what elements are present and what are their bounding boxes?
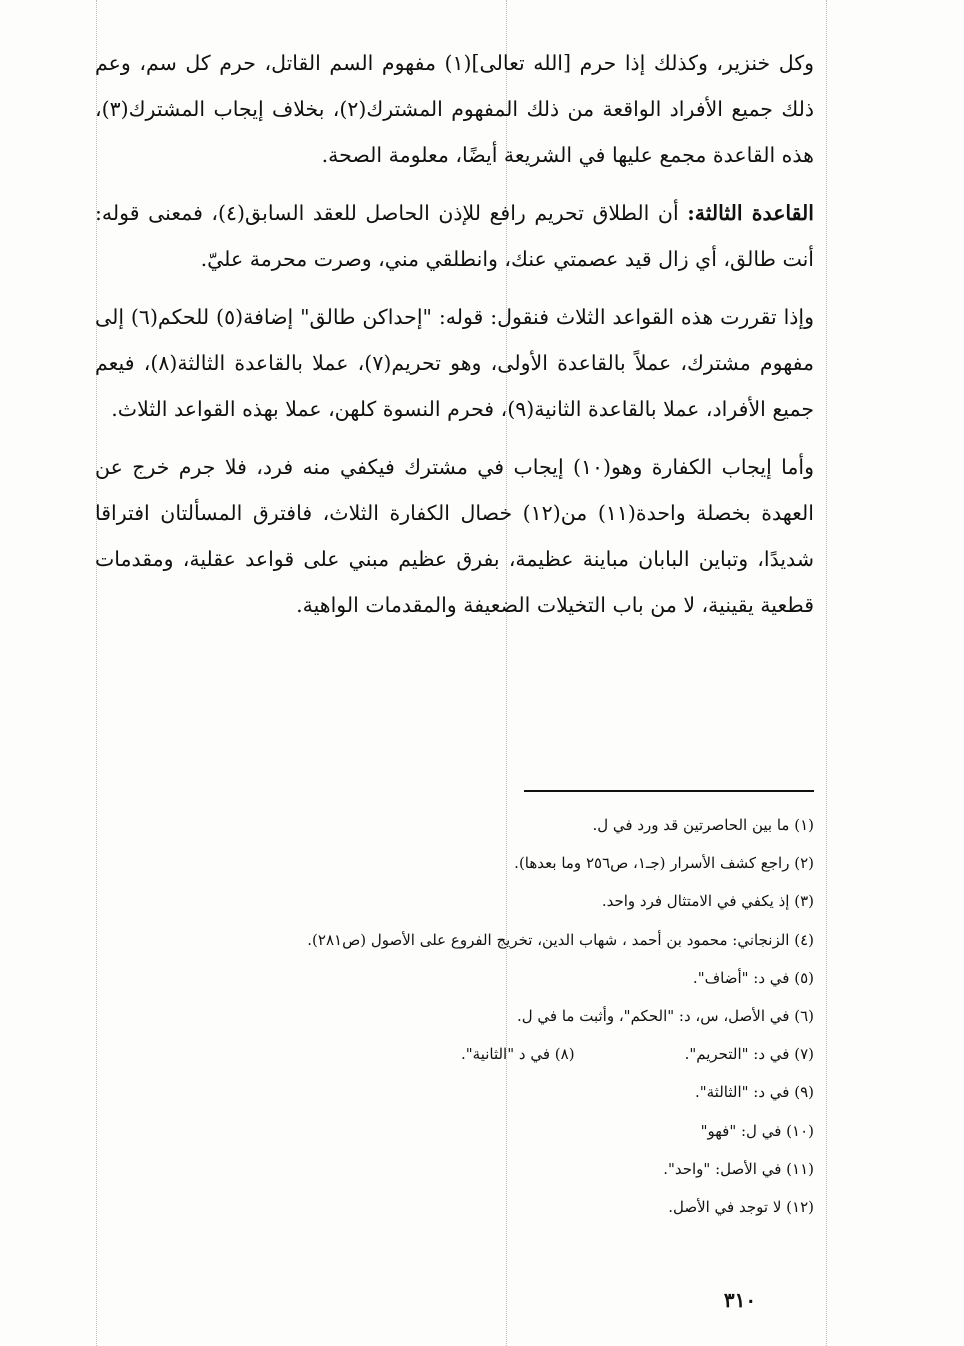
footnote-12: (١٢) لا توجد في الأصل. bbox=[668, 1198, 814, 1217]
main-text bbox=[95, 40, 814, 628]
footnote-9: (٩) في د: "الثالثة". bbox=[694, 1083, 814, 1102]
footnote-3: (٣) إذ يكفي في الامتثال فرد واحد. bbox=[601, 892, 814, 911]
paragraph-4: وأما إيجاب الكفارة وهو(١٠) إيجاب في مشترك فيكفي منه فرد، فلا جرم خرج عن العهدة بخصلة واحدة(١١) من(١٢) خصال الكفارة الثلاث، فافترق المسألتان افتراقا شديدًا، وتباين البابان مباينة عظيمة، بفرق عظيم مبني على قواعد عقلية، ومقدمات قطعية يقينية، لا من باب التخيلات الضعيفة والمقدمات الواهية. bbox=[95, 455, 814, 617]
footnote-7: (٧) في د: "التحريم". bbox=[684, 1045, 814, 1064]
paragraph-3: وإذا تقررت هذه القواعد الثلاث فنقول: قوله: "إحداكن طالق" إضافة(٥) للحكم(٦) إلى مفهوم مشترك، عملاً بالقاعدة الأولى، وهو تحريم(٧)، عملا بالقاعدة الثالثة(٨)، فيعم جميع الأفراد، عملا بالقاعدة الثانية(٩)، فحرم النسوة كلهن، عملا بهذه القواعد الثلاث. bbox=[95, 305, 814, 421]
footnote-5: (٥) في د: "أضاف". bbox=[692, 968, 814, 987]
paragraph-2-text: أن الطلاق تحريم رافع للإذن الحاصل للعقد السابق(٤)، فمعنى قوله: أنت طالق، أي زال قيد عصمتي عنك، وانطلقي مني، وصرت محرمة عليّ. bbox=[95, 201, 814, 271]
footnote-11: (١١) في الأصل: "واحد". bbox=[663, 1159, 814, 1178]
footnotes bbox=[150, 806, 814, 1226]
paragraph-1: وكل خنزير، وكذلك إذا حرم [الله تعالى](١) مفهوم السم القاتل، حرم كل سم، وعم ذلك جميع الأفراد الواقعة من ذلك المفهوم المشترك(٢)، بخلاف إيجاب المشترك(٣)، هذه القاعدة مجمع عليها في الشريعة أيضًا، معلومة الصحة. bbox=[95, 51, 814, 167]
rule-heading: القاعدة الثالثة: bbox=[687, 201, 814, 225]
footnote-6: (٦) في الأصل، س، د: "الحكم"، وأثبت ما في ل. bbox=[516, 1007, 814, 1026]
footnote-divider bbox=[524, 790, 814, 792]
page-number: ٣١٠ bbox=[723, 1288, 757, 1312]
footnote-1: (١) ما بين الحاصرتين قد ورد في ل. bbox=[592, 816, 814, 834]
footnote-10: (١٠) في ل: "فهو" bbox=[700, 1121, 814, 1140]
footnote-8: (٨) في د "الثانية". bbox=[460, 1045, 575, 1064]
footnote-4: (٤) الزنجاني: محمود بن أحمد ، شهاب الدين، تخريج الفروع على الأصول (ص٢٨١). bbox=[307, 930, 814, 949]
paragraph-2 bbox=[95, 190, 814, 282]
margin-guide-right bbox=[826, 0, 827, 1346]
footnote-2: (٢) راجع كشف الأسرار (جـ١، ص٢٥٦ وما بعدها). bbox=[514, 854, 814, 873]
footnote-7-8-row bbox=[150, 1035, 814, 1073]
